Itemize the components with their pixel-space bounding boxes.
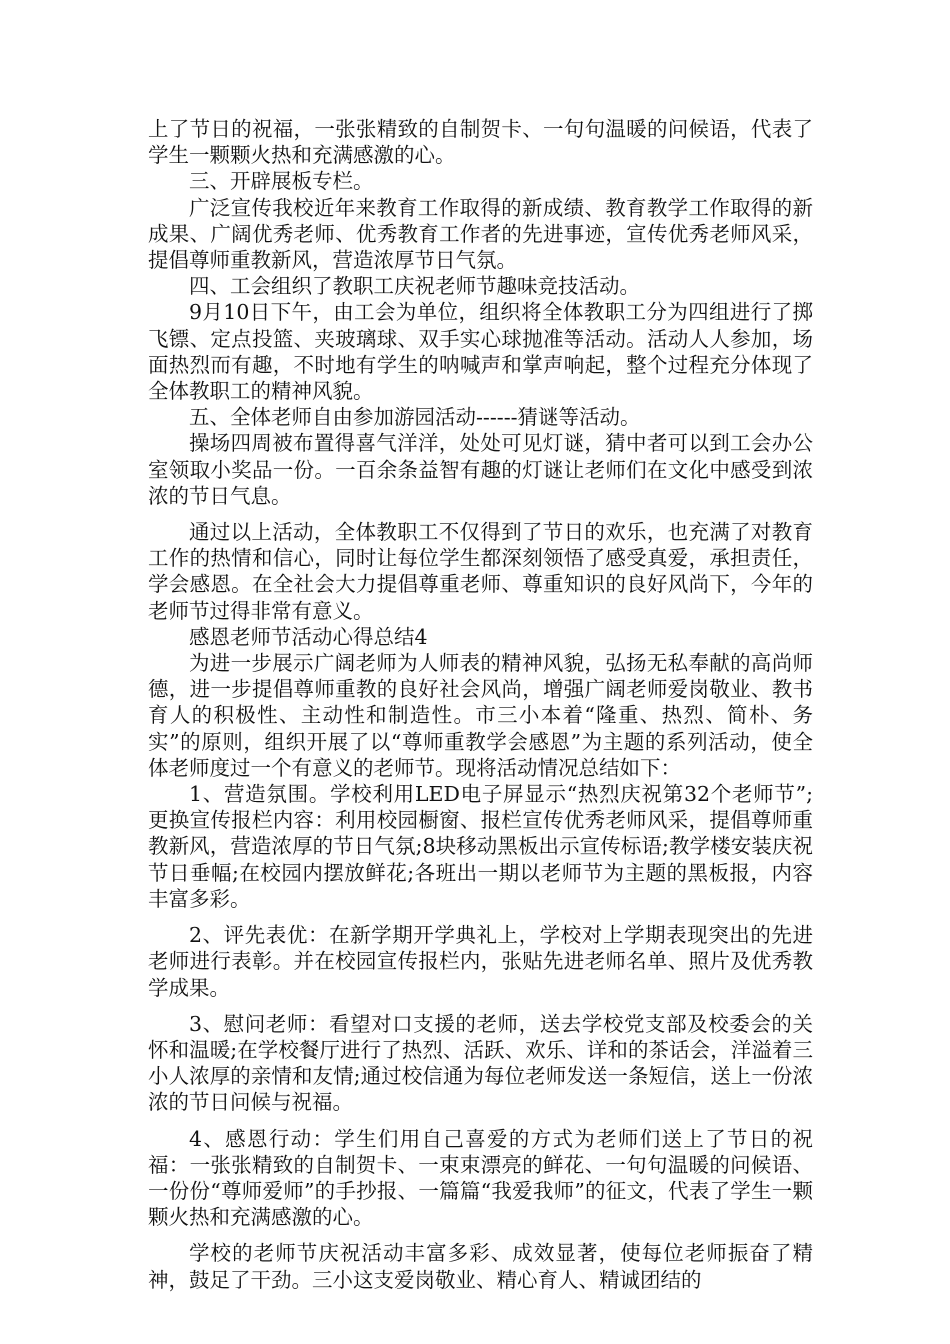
list-item-atmosphere: 1、营造氛围。学校利用LED电子屏显示“热烈庆祝第32个老师节”;更换宣传报栏内容：利用校园橱窗、报栏宣传优秀老师风采，提倡尊师重教新风，营造浓厚的节日气氛;8块移动黑板出示宣传标语;教学楼安装庆祝节日垂幅;在校园内摆放鲜花;各班出一期以老师节为主题的黑板报，内容丰富多彩。 — [148, 782, 813, 911]
paragraph-introduction: 为进一步展示广阔老师为人师表的精神风貌，弘扬无私奉献的高尚师德，进一步提倡尊师重教的良好社会风尚，增强广阔老师爱岗敬业、教书育人的积极性、主动性和制造性。市三小本着“隆重、热烈、简朴、务实”的原则，组织开展了以“尊师重教学会感恩”为主题的系列活动，使全体老师度过一个有意义的老师节。现将活动情况总结如下： — [148, 651, 813, 780]
document-body — [148, 116, 813, 1293]
document-subtitle: 感恩老师节活动心得总结4 — [189, 624, 428, 649]
list-item-gratitude: 4、感恩行动：学生们用自己喜爱的方式为老师们送上了节日的祝福：一张张精致的自制贺卡、一束束漂亮的鲜花、一句句温暖的问候语、一份份“尊师爱师”的手抄报、一篇篇“我爱我师”的征文，代表了学生一颗颗火热和充满感激的心。 — [148, 1126, 813, 1230]
paragraph-continuation: 上了节日的祝福，一张张精致的自制贺卡、一句句温暖的问候语，代表了学生一颗颗火热和充满感激的心。 — [148, 117, 813, 168]
section-heading-union-activities: 四、工会组织了教职工庆祝老师节趣味竞技活动。 — [189, 274, 640, 299]
section-heading-display-board: 三、开辟展板专栏。 — [189, 169, 374, 194]
paragraph-union-activities: 9月10日下午，由工会为单位，组织将全体教职工分为四组进行了掷飞镖、定点投篮、夹玻璃球、双手实心球抛准等活动。活动人人参加，场面热烈而有趣，不时地有学生的呐喊声和掌声响起，整个过程充分体现了全体教职工的精神风貌。 — [148, 300, 813, 404]
paragraph-garden-party: 操场四周被布置得喜气洋洋，处处可见灯谜，猜中者可以到工会办公室领取小奖品一份。一百余条益智有趣的灯谜让老师们在文化中感受到浓浓的节日气息。 — [148, 431, 813, 508]
paragraph-display-board: 广泛宣传我校近年来教育工作取得的新成绩、教育教学工作取得的新成果、广阔优秀老师、优秀教育工作者的先进事迹，宣传优秀老师风采，提倡尊师重教新风，营造浓厚节日气氛。 — [148, 195, 813, 273]
section-heading-garden-party: 五、全体老师自由参加游园活动------猜谜等活动。 — [189, 405, 641, 430]
list-item-awards: 2、评先表优：在新学期开学典礼上，学校对上学期表现突出的先进老师进行表彰。并在校园宣传报栏内，张贴先进老师名单、照片及优秀教学成果。 — [148, 923, 813, 1000]
paragraph-closing: 学校的老师节庆祝活动丰富多彩、成效显著，使每位老师振奋了精神，鼓足了干劲。三小这支爱岗敬业、精心育人、精诚团结的 — [148, 1241, 813, 1292]
paragraph-conclusion: 通过以上活动，全体教职工不仅得到了节日的欢乐，也充满了对教育工作的热情和信心，同时让每位学生都深刻领悟了感受真爱，承担责任，学会感恩。在全社会大力提倡尊重老师、尊重知识的良好风尚下，今年的老师节过得非常有意义。 — [148, 520, 813, 623]
list-item-visits: 3、慰问老师：看望对口支援的老师，送去学校党支部及校委会的关怀和温暖;在学校餐厅进行了热烈、活跃、欢乐、详和的茶话会，洋溢着三小人浓厚的亲情和友情;通过校信通为每位老师发送一条短信，送上一份浓浓的节日问候与祝福。 — [148, 1011, 813, 1115]
